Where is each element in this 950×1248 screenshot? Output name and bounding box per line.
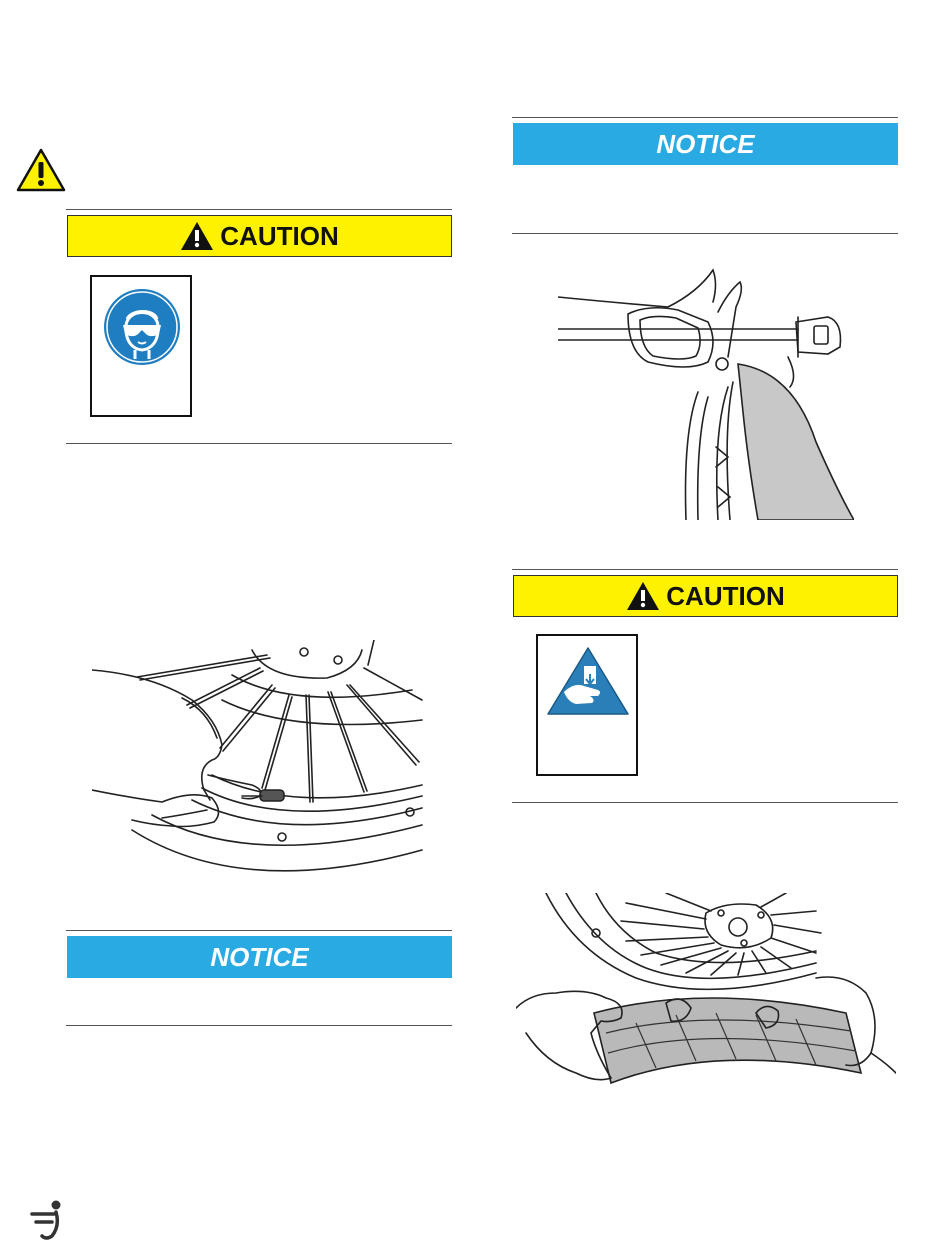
brand-logo-icon bbox=[30, 1198, 66, 1242]
crush-hazard-symbol-box bbox=[536, 634, 638, 776]
caution-bottom-rule-left bbox=[66, 443, 452, 444]
valve-core-removal-illustration bbox=[92, 640, 432, 880]
caution-top-rule-left bbox=[66, 209, 452, 210]
caution-label: CAUTION bbox=[220, 220, 339, 251]
caution-label: CAUTION bbox=[666, 580, 785, 611]
notice-label: NOTICE bbox=[210, 941, 309, 972]
notice-top-rule-left bbox=[66, 930, 452, 931]
warning-triangle-icon bbox=[180, 221, 214, 251]
eye-protection-icon bbox=[102, 287, 182, 367]
notice-banner-left bbox=[67, 936, 452, 978]
caution-banner-right bbox=[513, 575, 898, 617]
tire-removal-illustration bbox=[516, 893, 896, 1098]
caution-banner-left bbox=[67, 215, 452, 257]
notice-label: NOTICE bbox=[656, 128, 755, 159]
notice-bottom-rule-left bbox=[66, 1025, 452, 1026]
bead-breaker-illustration bbox=[558, 262, 854, 520]
notice-top-rule-right bbox=[512, 117, 898, 118]
notice-banner-right bbox=[513, 123, 898, 165]
caution-top-rule-right bbox=[512, 569, 898, 570]
caution-bottom-rule-right bbox=[512, 802, 898, 803]
warning-triangle-icon bbox=[626, 581, 660, 611]
hand-crush-hazard-icon bbox=[546, 646, 630, 716]
notice-bottom-rule-right bbox=[512, 233, 898, 234]
eye-protection-symbol-box bbox=[90, 275, 192, 417]
general-warning-icon bbox=[16, 148, 66, 192]
